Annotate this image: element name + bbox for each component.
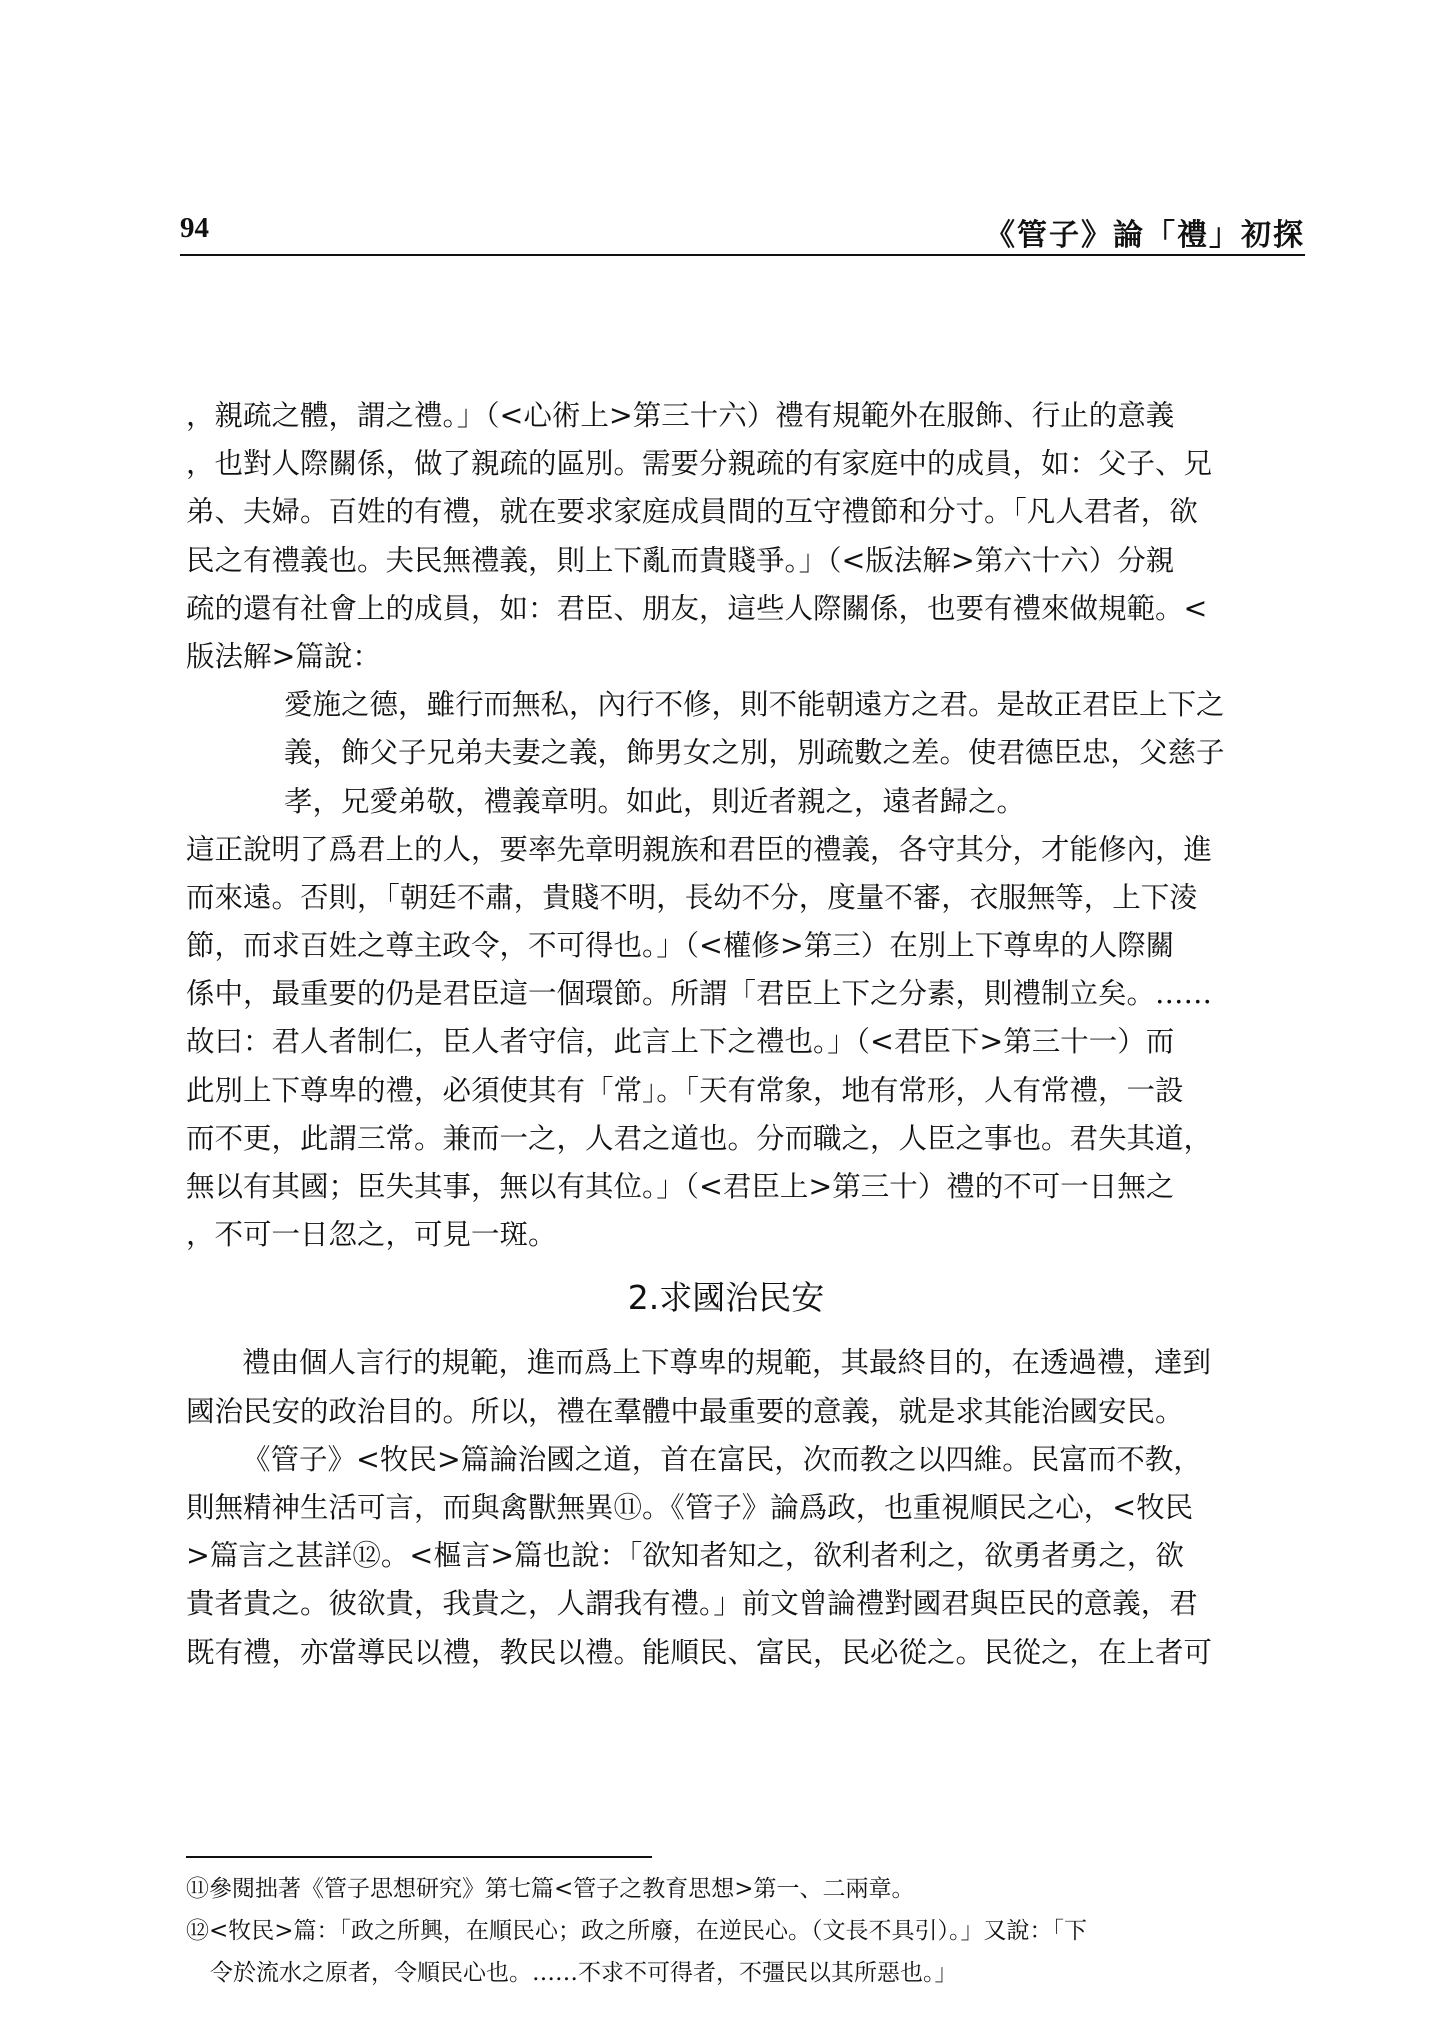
text-line: 弟、夫婦。百姓的有禮，就在要求家庭成員間的互守禮節和分寸。「凡人君者，欲 <box>186 495 1198 529</box>
paragraph-2 <box>186 826 1266 1260</box>
text-line: 版法解>篇說： <box>186 639 381 673</box>
text-line: 而不更，此謂三常。兼而一之，人君之道也。分而職之，人臣之事也。君失其道， <box>186 1121 1213 1155</box>
text-line: 此別上下尊卑的禮，必須使其有「常」。「天有常象，地有常形，人有常禮，一設 <box>186 1073 1184 1107</box>
footnote-12-continued: 令於流水之原者，令順民心也。……不求不可得者，不彊民以其所惡也。」 <box>210 1960 958 1986</box>
block-quote <box>186 681 1266 826</box>
text-line: ，親疏之體，謂之禮。」（<心術上>第三十六）禮有規範外在服飾、行止的意義 <box>186 399 1175 432</box>
paragraph-3 <box>186 1339 1266 1435</box>
text-line: 禮由個人言行的規範，進而爲上下尊卑的規範，其最終目的，在透過禮，達到 <box>242 1346 1212 1380</box>
text-line: 既有禮，亦當導民以禮，教民以禮。能順民、富民，民必從之。民從之，在上者可 <box>186 1635 1213 1669</box>
text-line: 無以有其國；臣失其事，無以有其位。」（<君臣上>第三十）禮的不可一日無之 <box>186 1170 1175 1203</box>
text-line: 疏的還有社會上的成員，如：君臣、朋友，這些人際關係，也要有禮來做規範。< <box>186 591 1208 625</box>
text-line: ，也對人際關係，做了親疏的區別。需要分親疏的有家庭中的成員，如：父子、兄 <box>186 447 1213 481</box>
page-number: 94 <box>180 212 209 244</box>
text-line: 節，而求百姓之尊主政令，不可得也。」（<權修>第三）在別上下尊卑的人際關 <box>186 929 1175 963</box>
quote-line: 義，飾父子兄弟夫妻之義，飾男女之別，別疏數之差。使君德臣忠，父慈子 <box>284 736 1225 770</box>
text-line: 國治民安的政治目的。所以，禮在羣體中最重要的意義，就是求其能治國安民。 <box>186 1394 1184 1428</box>
body-text <box>186 392 1266 1677</box>
text-line: 民之有禮義也。夫民無禮義，則上下亂而貴賤爭。」（<版法解>第六十六）分親 <box>186 543 1175 577</box>
section-heading: 2.求國治民安 <box>627 1278 825 1318</box>
paragraph-1 <box>186 392 1266 681</box>
header-rule <box>180 254 1305 256</box>
footnote-12: ⑫<牧民>篇：「政之所興，在順民心；政之所廢，在逆民心。（文長不具引）。」又說：「下 <box>186 1918 1088 1944</box>
text-line: 係中，最重要的仍是君臣這一個環節。所謂「君臣上下之分素，則禮制立矣。…… <box>186 977 1213 1011</box>
text-line: ，不可一日忽之，可見一斑。 <box>186 1218 557 1252</box>
footnotes <box>186 1868 1296 1994</box>
text-line: 故曰：君人者制仁，臣人者守信，此言上下之禮也。」（<君臣下>第三十一）而 <box>186 1025 1175 1059</box>
text-line: 貴者貴之。彼欲貴，我貴之，人謂我有禮。」前文曾論禮對國君與臣民的意義，君 <box>186 1587 1198 1621</box>
footnote-11: ⑪參閱拙著《管子思想研究》第七篇<管子之教育思想>第一、二兩章。 <box>186 1876 915 1902</box>
text-line: >篇言之甚詳⑫。<樞言>篇也說：「欲知者知之，欲利者利之，欲勇者勇之，欲 <box>186 1539 1184 1573</box>
running-title: 《管子》論「禮」初探 <box>985 218 1305 253</box>
text-line: 這正說明了爲君上的人，要率先章明親族和君臣的禮義，各守其分，才能修內，進 <box>186 832 1213 866</box>
text-line: 而來遠。否則，「朝廷不肅，貴賤不明，長幼不分，度量不審，衣服無等，上下淩 <box>186 880 1198 914</box>
quote-line: 孝，兄愛弟敬，禮義章明。如此，則近者親之，遠者歸之。 <box>284 784 1026 818</box>
footnote-rule <box>186 1856 652 1858</box>
text-line: 則無精神生活可言，而與禽獸無異⑪。《管子》論爲政，也重視順民之心，<牧民 <box>186 1490 1194 1524</box>
paragraph-4 <box>186 1436 1266 1677</box>
text-line: 《管子》<牧民>篇論治國之道，首在富民，次而教之以四維。民富而不教， <box>242 1442 1202 1476</box>
quote-line: 愛施之德，雖行而無私，內行不修，則不能朝遠方之君。是故正君臣上下之 <box>284 688 1225 722</box>
